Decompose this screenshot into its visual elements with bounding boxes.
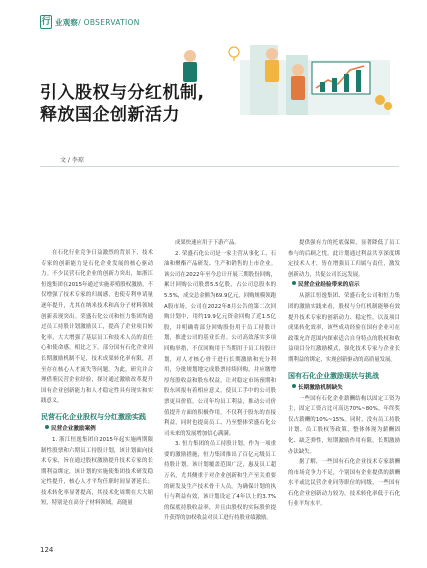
paragraph: 2. 荣盛石化公司是一家主营从事化工、石油和聚酯产品研发、生产和销售的上市企业。该公司在2022年至今总计开展三期股份回购，累计回购公司股票5.5亿股，占公司总股本的5.5%，成交总金额为69.9亿元，回购规模领跑A股市场。公司在2022年8月公告的第二次回购计划中，用约19.9亿元资金回购了近1.5亿股，并明确将部分回购股份用于员工持股计划，推进公司的基业长青。公司高效落实多项回购举措，不仅回购用于当期用于员工持股计划，对人才核心骨干进行长期激励和充分利用，分批规划地完成股票持续回购，并应缴增厚每股收益和股东权益，让对稳定市场预期和股东回报有着相应意义，使员工手中的公司股票更具价值。公司年均员工利益，推动公司价值提升方面的积极作用，不仅利于股东的直接利益，同时也提高员工、乃至整体荣盛石化公司未来的发展增加信心满满。 [164, 250, 276, 437]
subsection-heading: 长期激励机制缺失 [288, 383, 400, 394]
section-heading: 民营石化企业股权与分红激励实践 [41, 412, 146, 421]
section-heading: 国有石化企业激励现状与挑战 [288, 371, 379, 380]
column-1 [41, 248, 153, 509]
title-line-1: 引入股权与分红机制, [40, 83, 205, 103]
paragraph: 3. 恒力集团的员工持股计划。作为一项重要的激励措施，恒力集团推出了百亿元级员工持股计划。该计划覆盖范围广泛，惠及员工超万名，尤其侧重于对企业创新和生产至关重要的研发及生产技术骨干人员。为确保计划的执行与利益有效，该计划设定了4年以上的3.7%的保底持股收益率，并且由股权的实际股价提升获得的加权收益对员工进行持股业绩激励。 [164, 441, 276, 522]
section-header [40, 14, 140, 30]
column-2 [164, 238, 276, 524]
bullet-dot-icon [292, 384, 296, 388]
article-title [40, 82, 204, 126]
bullet-dot-icon [292, 281, 296, 285]
divider [40, 166, 399, 167]
paragraph: 提供强有力的托底保障，显著降低了员工参与的后顾之忧。此计划通过利益共享深度绑定技术人才，皆在增强员工归属与责任，激发创新动力，共促公司长远发展。 [288, 240, 400, 278]
subsection-heading: 民营企业经验带来的启示 [288, 280, 400, 291]
title-line-2: 释放国企创新活力 [40, 105, 180, 125]
paragraph: 从浙江恒逸集团、荣盛石化公司和恒力集团的激励实践来看，股权与分红机制能够有效提升技术专家的创新动力、稳定性，以及项目成果转化效率，该些成功经验在国有企业可在政策允许范围内探索适合自身特点的股权和收益项目分红激励模式，强化技术专家与企业长期利益的绑定，实现创新驱动的高质量发展。 [288, 293, 400, 363]
column-3 [288, 238, 400, 510]
section-label-en: / OBSERVATION [78, 17, 140, 27]
paragraph: 在石化行业竞争日益激烈的背景下，技术专家的创新能力是石化企业发展的核心驱动力。不少民营石化企业的创新力突出，如浙江恒逸集团在2015年通过实施养殖股权激励，不仅增强了技术专家的归属感，也使专利申请量逐年提升，尤其在纳米技术和高分子材料领域创新表现突出。荣盛石化公司和恒力集团均通过员工持股计划激励员工，提高了企业项目转化率，大大增强了基层员工和技术人员的责任心和使命感。相比之下，部分国有石化企业因长期激励机制不足，技术成果转化率有限，甚至存在核心人才流失等问题。为此，研究并合理借鉴民营企业经验，探讨通过激励改革提升国有企业创新能力和人才稳定性具有现实和实践意义。 [41, 250, 153, 405]
subsection-heading: 民营企业激励案例 [41, 424, 153, 435]
paragraph: 一些国有石化企业薪酬结构以固定工资为主，固定工资占比可高达70%~80%。年终奖仅占薪酬的10%~15%。同时，没有员工持股计划、员工股权等政策，整体体现为薪酬固化、缺乏弹性，短期激励作用有限，长期激励办法缺失。 [288, 395, 400, 455]
author-byline: 文 / 李琼 [60, 157, 84, 164]
section-label: 业观察 [55, 17, 79, 27]
paragraph: 1. 浙江恒逸集团自2015年起实施两期限制性股票和六期员工持股计划，该计划面向技术专家，旨在通过股权激励提升技术专家的长期利益绑定，该计划的实施使集团技术研发稳定性提升，核心人才平均任职时间显著延长；技术转化率显著提高，其技术化周期在大大缩短，特别是在高分子材料领域，高能量 [41, 436, 153, 507]
page-number: 124 [40, 546, 54, 554]
section-badge: 行 [41, 17, 51, 27]
bullet-dot-icon [45, 425, 49, 429]
paragraph: 成果快速应用于下游产品。 [175, 240, 240, 246]
paragraph: 据了解，一些国有石化企业技术专家薪酬的市场竞争力不足，个别国有企业提供的薪酬水平或比民营企业同等职位的同级，一些国有石化企业创新动力较为，技术转化率低于石化行业平均水平。 [288, 459, 400, 508]
